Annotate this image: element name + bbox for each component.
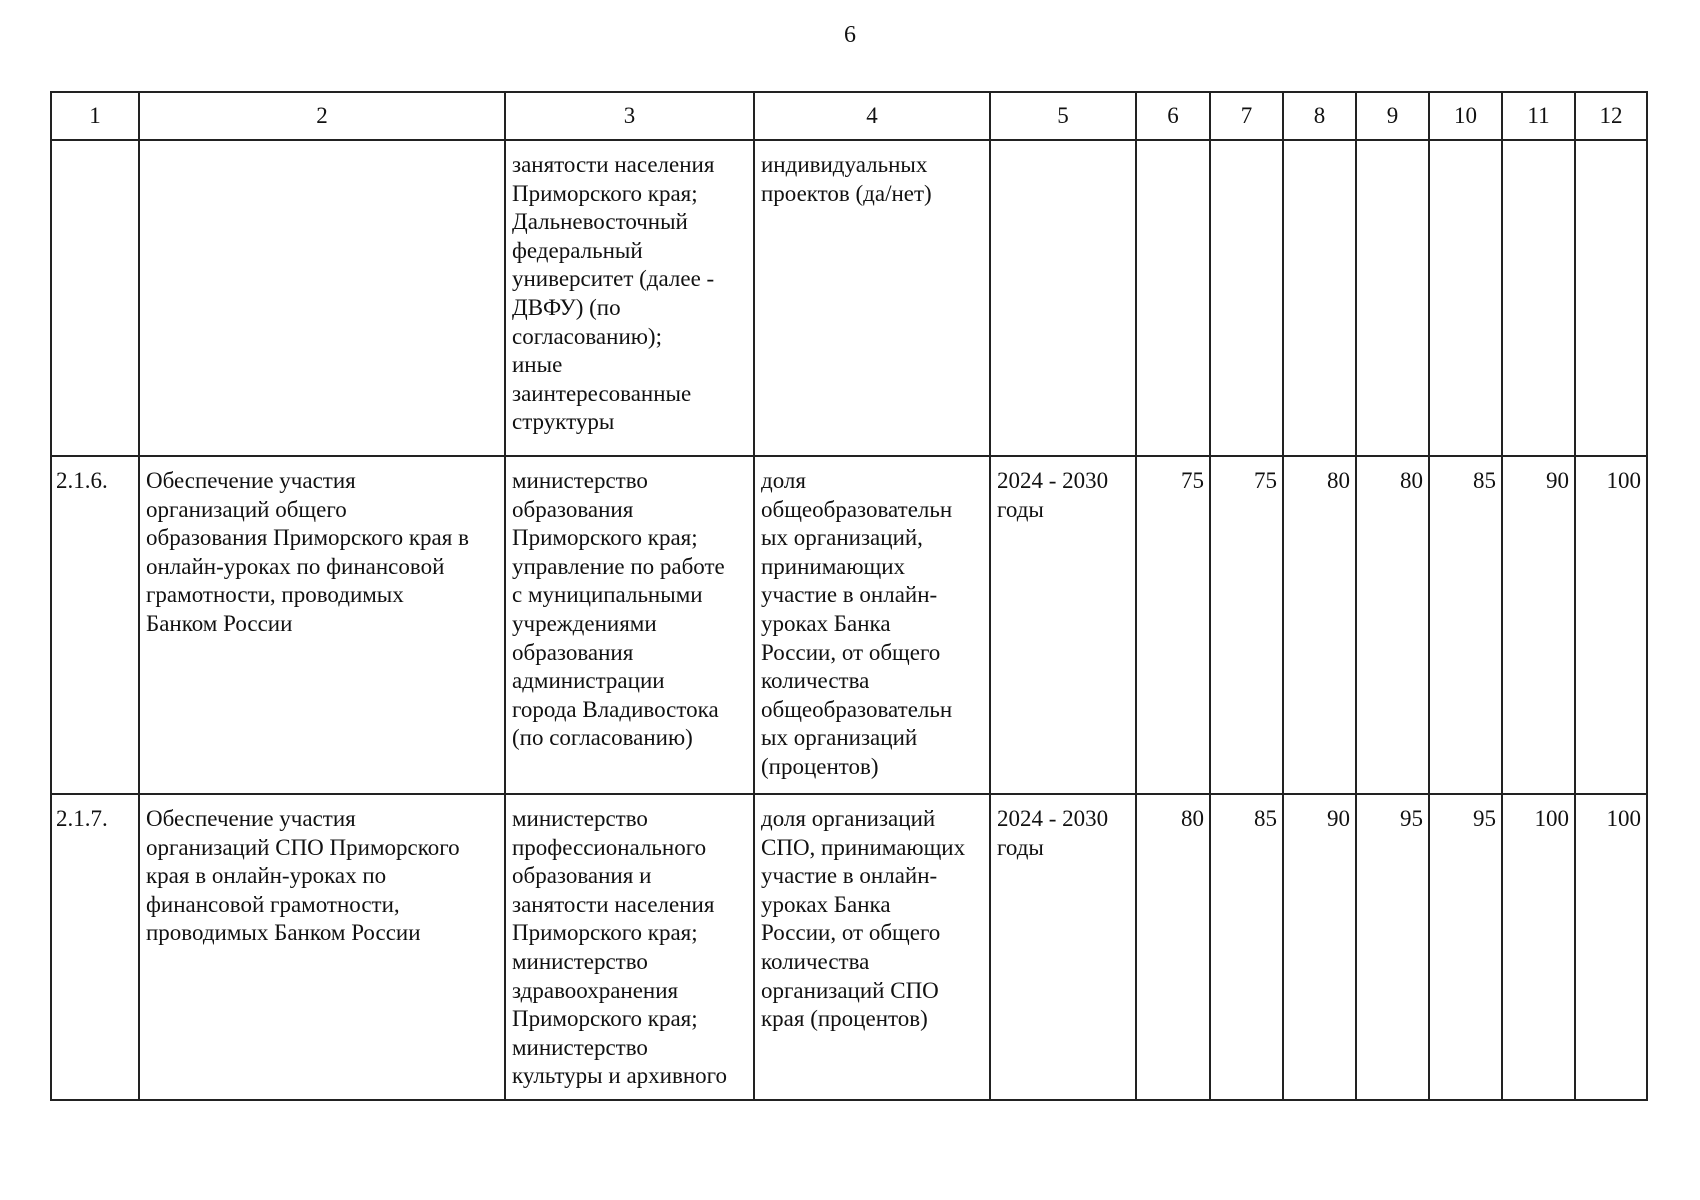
row-value: 75 bbox=[1210, 456, 1283, 794]
row-code: 2.1.7. bbox=[51, 794, 139, 1100]
row-value bbox=[1136, 140, 1210, 456]
row-value bbox=[1283, 140, 1356, 456]
row-measure: Обеспечение участия организаций СПО Приморского края в онлайн-уроках по финансовой грамотности, проводимых Банком России bbox=[139, 794, 505, 1100]
row-value: 95 bbox=[1429, 794, 1502, 1100]
row-value: 100 bbox=[1502, 794, 1575, 1100]
row-value: 90 bbox=[1502, 456, 1575, 794]
row-value bbox=[1210, 140, 1283, 456]
row-value: 90 bbox=[1283, 794, 1356, 1100]
table-row bbox=[51, 456, 1647, 794]
page-number: 6 bbox=[844, 22, 856, 48]
header-col-10: 10 bbox=[1429, 92, 1502, 140]
header-col-9: 9 bbox=[1356, 92, 1429, 140]
row-value: 85 bbox=[1210, 794, 1283, 1100]
header-col-4: 4 bbox=[754, 92, 990, 140]
table-row bbox=[51, 794, 1647, 1100]
row-indicator: доля общеобразовательн ых организаций, принимающих участие в онлайн- уроках Банка России, от общего количества общеобразовательн ых организаций (процентов) bbox=[754, 456, 990, 794]
header-col-6: 6 bbox=[1136, 92, 1210, 140]
row-period: 2024 - 2030 годы bbox=[990, 456, 1136, 794]
row-indicator: индивидуальных проектов (да/нет) bbox=[754, 140, 990, 456]
row-value: 95 bbox=[1356, 794, 1429, 1100]
row-value: 85 bbox=[1429, 456, 1502, 794]
header-col-12: 12 bbox=[1575, 92, 1647, 140]
header-col-1: 1 bbox=[51, 92, 139, 140]
row-indicator: доля организаций СПО, принимающих участие в онлайн- уроках Банка России, от общего количества организаций СПО края (процентов) bbox=[754, 794, 990, 1100]
row-measure: Обеспечение участия организаций общего образования Приморского края в онлайн-уроках по финансовой грамотности, проводимых Банком России bbox=[139, 456, 505, 794]
row-value: 75 bbox=[1136, 456, 1210, 794]
row-value: 80 bbox=[1136, 794, 1210, 1100]
row-period bbox=[990, 140, 1136, 456]
row-value bbox=[1575, 140, 1647, 456]
row-executors: занятости населения Приморского края; Дальневосточный федеральный университет (далее - ДВФУ) (по согласованию); иные заинтересованные структуры bbox=[505, 140, 754, 456]
row-value bbox=[1429, 140, 1502, 456]
row-value bbox=[1356, 140, 1429, 456]
row-value: 80 bbox=[1283, 456, 1356, 794]
header-col-3: 3 bbox=[505, 92, 754, 140]
header-col-5: 5 bbox=[990, 92, 1136, 140]
row-value: 100 bbox=[1575, 794, 1647, 1100]
row-executors: министерство образования Приморского края; управление по работе с муниципальными учреждениями образования администрации города Владивостока (по согласованию) bbox=[505, 456, 754, 794]
header-row bbox=[51, 92, 1647, 140]
measures-table bbox=[50, 91, 1648, 1101]
row-measure bbox=[139, 140, 505, 456]
row-value: 80 bbox=[1356, 456, 1429, 794]
row-period: 2024 - 2030 годы bbox=[990, 794, 1136, 1100]
header-col-2: 2 bbox=[139, 92, 505, 140]
row-value: 100 bbox=[1575, 456, 1647, 794]
header-col-8: 8 bbox=[1283, 92, 1356, 140]
row-executors: министерство профессионального образования и занятости населения Приморского края; министерство здравоохранения Приморского края; министерство культуры и архивного bbox=[505, 794, 754, 1100]
header-col-7: 7 bbox=[1210, 92, 1283, 140]
header-col-11: 11 bbox=[1502, 92, 1575, 140]
row-code: 2.1.6. bbox=[51, 456, 139, 794]
row-code bbox=[51, 140, 139, 456]
table-row bbox=[51, 140, 1647, 456]
row-value bbox=[1502, 140, 1575, 456]
